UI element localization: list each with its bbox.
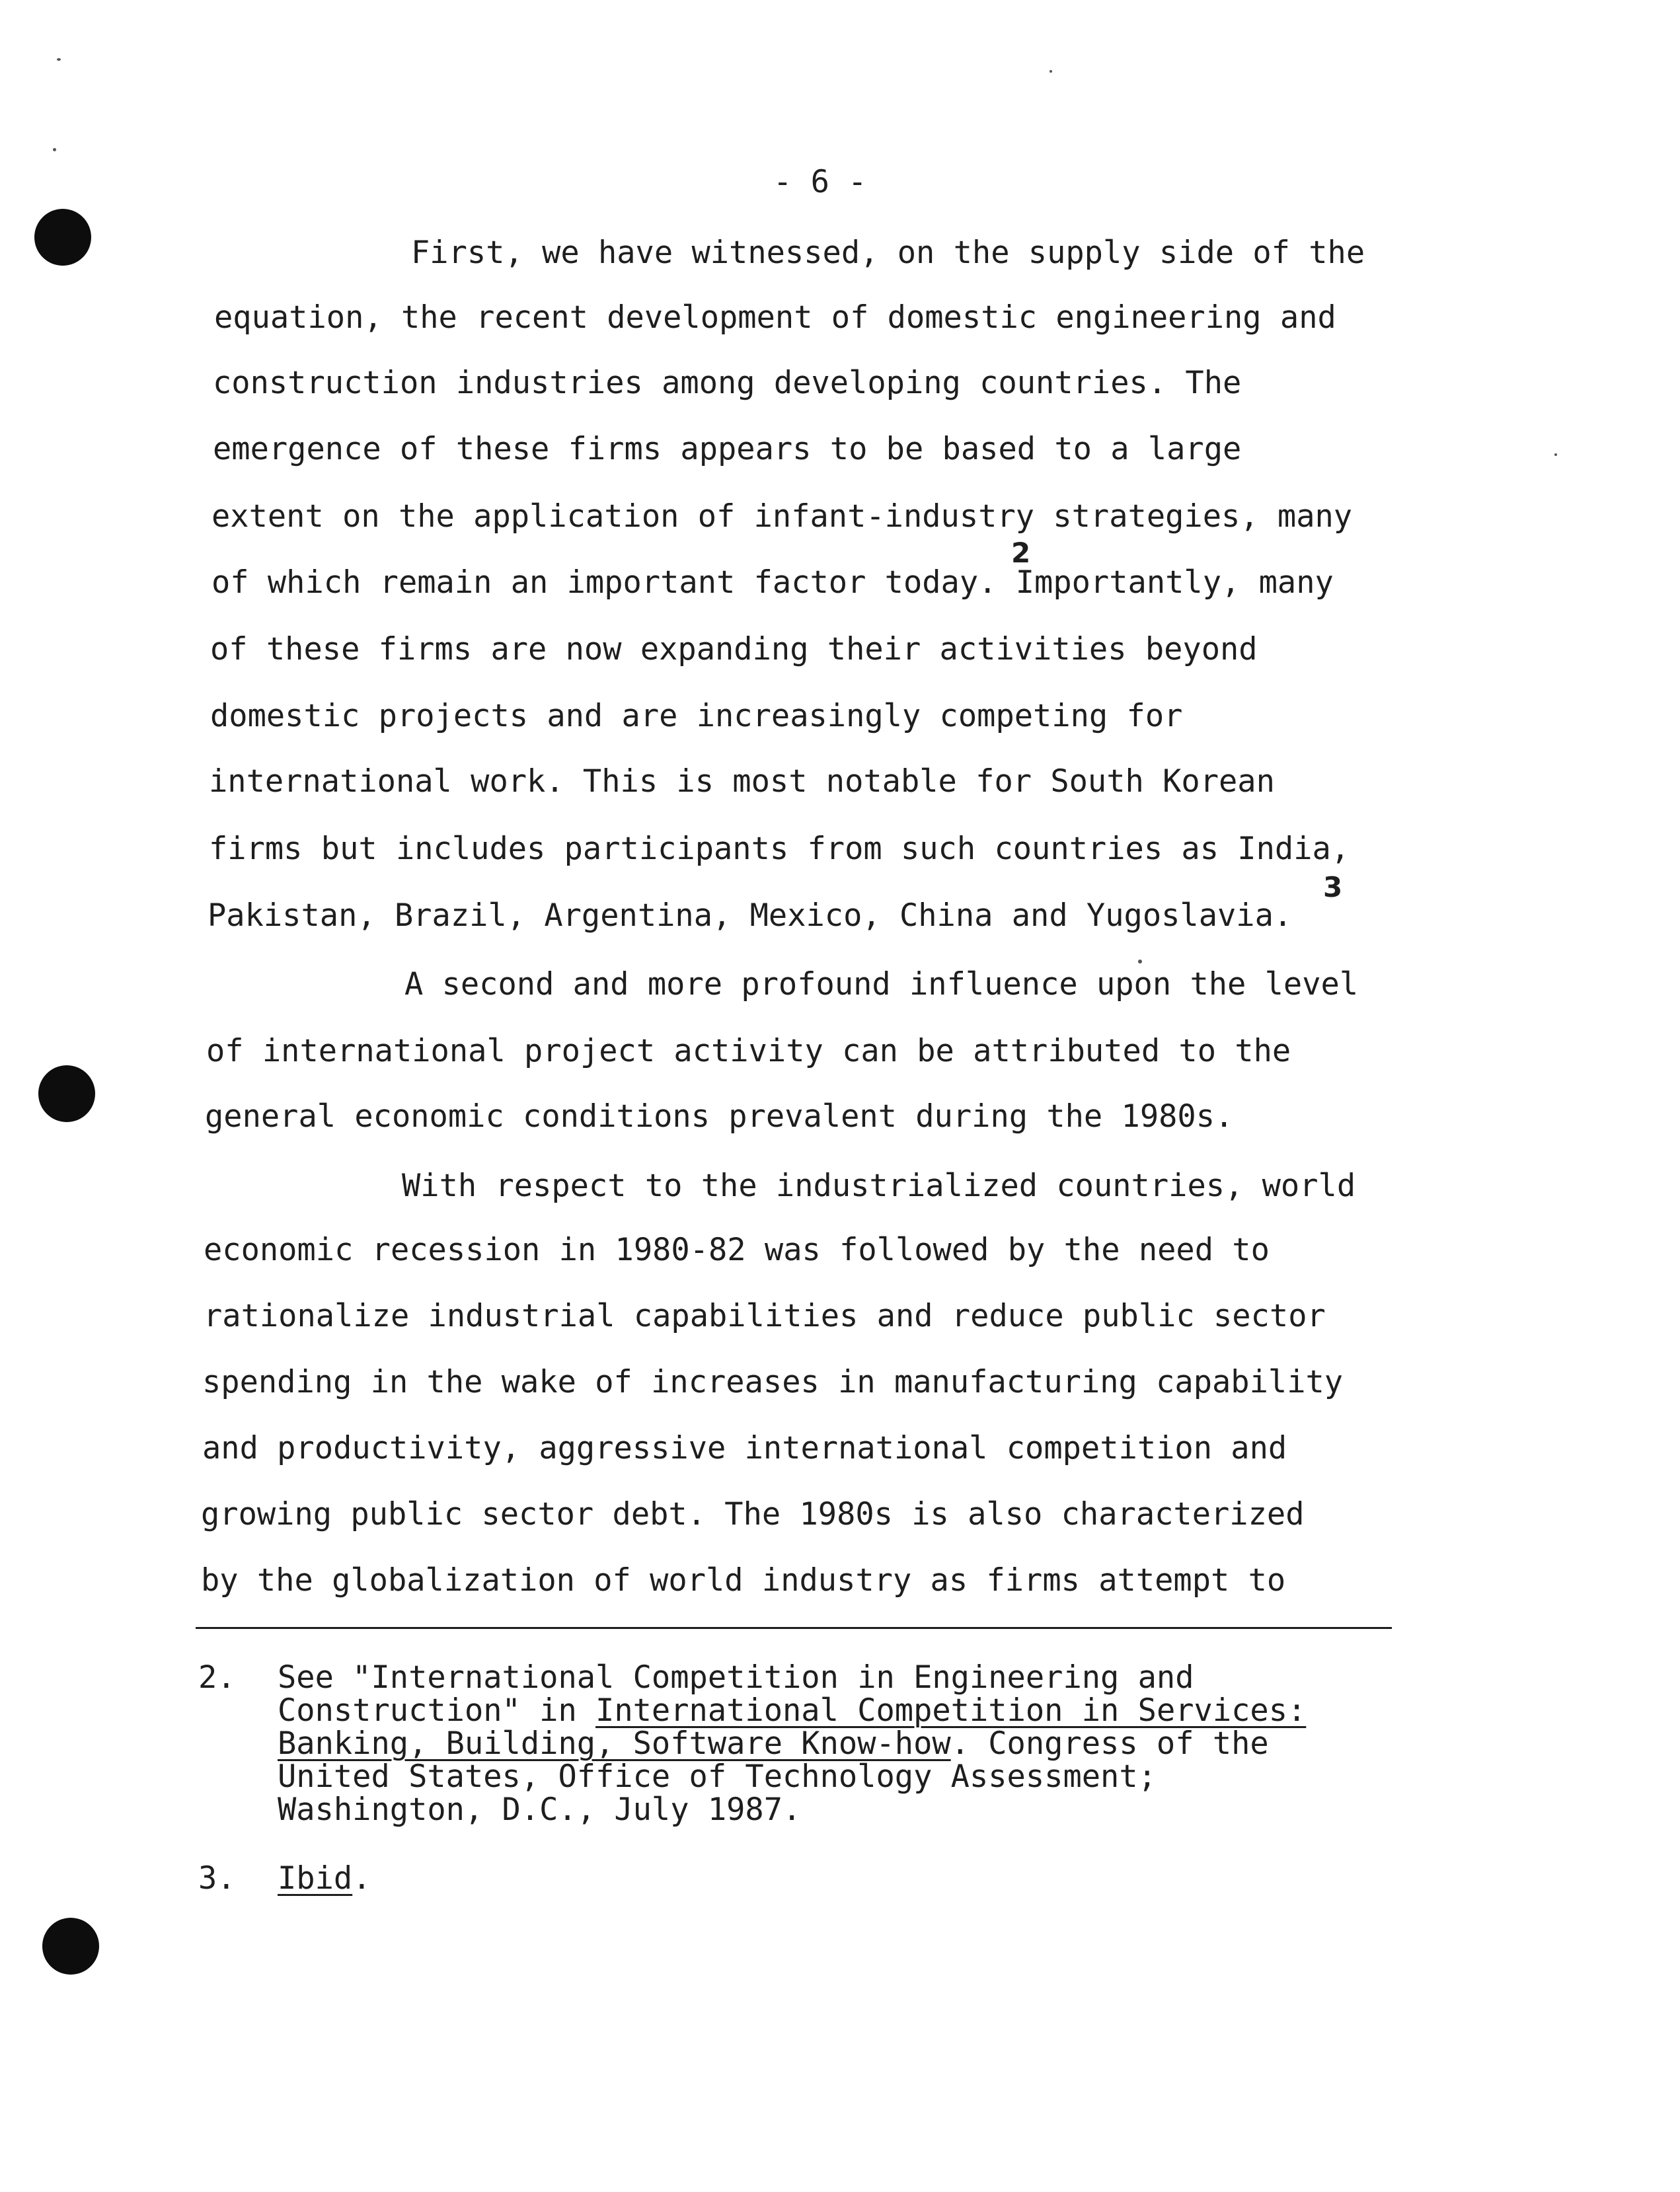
body-line: general economic conditions prevalent during the 1980s. bbox=[205, 1098, 1234, 1135]
footnote-line: Construction" in International Competition in Services: bbox=[278, 1692, 1307, 1729]
cited-work-title: Banking, Building, Software Know-how bbox=[278, 1725, 951, 1762]
body-line: domestic projects and are increasingly competing for bbox=[210, 698, 1183, 734]
punch-hole bbox=[42, 1918, 99, 1975]
scan-speck bbox=[1138, 960, 1142, 964]
footnote-line: Banking, Building, Software Know-how. Congress of the bbox=[278, 1725, 1269, 1762]
footnote-mark: 2 bbox=[1011, 537, 1031, 569]
footnote-number: 3. bbox=[198, 1860, 236, 1897]
scan-speck bbox=[57, 58, 61, 61]
body-line: extent on the application of infant-industry strategies, many bbox=[211, 498, 1353, 535]
body-line: international work. This is most notable for South Korean bbox=[209, 763, 1275, 800]
body-line: First, we have witnessed, on the supply side of the bbox=[411, 235, 1365, 271]
body-line: of international project activity can be attributed to the bbox=[206, 1033, 1291, 1069]
body-line: construction industries among developing countries. The bbox=[213, 365, 1242, 401]
body-line: rationalize industrial capabilities and reduce public sector bbox=[204, 1298, 1326, 1334]
page-number: - 6 - bbox=[773, 164, 867, 200]
body-line: firms but includes participants from such countries as India, bbox=[209, 831, 1350, 867]
body-line: economic recession in 1980-82 was followed by the need to bbox=[204, 1232, 1270, 1268]
ibid-reference: Ibid bbox=[278, 1860, 353, 1897]
footnote-divider bbox=[196, 1627, 1392, 1629]
body-line: spending in the wake of increases in manufacturing capability bbox=[202, 1364, 1344, 1400]
footnote-line: United States, Office of Technology Assessment; bbox=[278, 1758, 1157, 1795]
body-line: by the globalization of world industry as firms attempt to bbox=[201, 1562, 1286, 1599]
footnote-line: Ibid. bbox=[278, 1860, 371, 1897]
body-line: of these firms are now expanding their activities beyond bbox=[210, 631, 1258, 667]
body-line: With respect to the industrialized countries, world bbox=[402, 1168, 1356, 1204]
body-line: emergence of these firms appears to be based to a large bbox=[213, 431, 1242, 467]
scan-speck bbox=[53, 148, 56, 151]
footnote-mark: 3 bbox=[1323, 871, 1343, 903]
cited-work-title: International Competition in Services: bbox=[595, 1692, 1307, 1729]
body-line: of which remain an important factor today. Importantly, many bbox=[211, 564, 1334, 601]
scan-speck bbox=[1554, 453, 1557, 456]
punch-hole bbox=[34, 209, 91, 266]
body-line: and productivity, aggressive international competition and bbox=[202, 1430, 1287, 1466]
footnote-line: Washington, D.C., July 1987. bbox=[278, 1792, 802, 1828]
footnote-number: 2. bbox=[198, 1659, 236, 1696]
body-line: equation, the recent development of domestic engineering and bbox=[214, 299, 1336, 336]
body-line: growing public sector debt. The 1980s is also characterized bbox=[201, 1496, 1305, 1532]
body-line: Pakistan, Brazil, Argentina, Mexico, China and Yugoslavia. bbox=[208, 897, 1293, 934]
body-line: A second and more profound influence upon the level bbox=[404, 966, 1359, 1002]
footnote-line: See "International Competition in Engineering and bbox=[278, 1659, 1194, 1696]
scan-speck bbox=[1050, 70, 1052, 73]
punch-hole bbox=[38, 1065, 95, 1122]
